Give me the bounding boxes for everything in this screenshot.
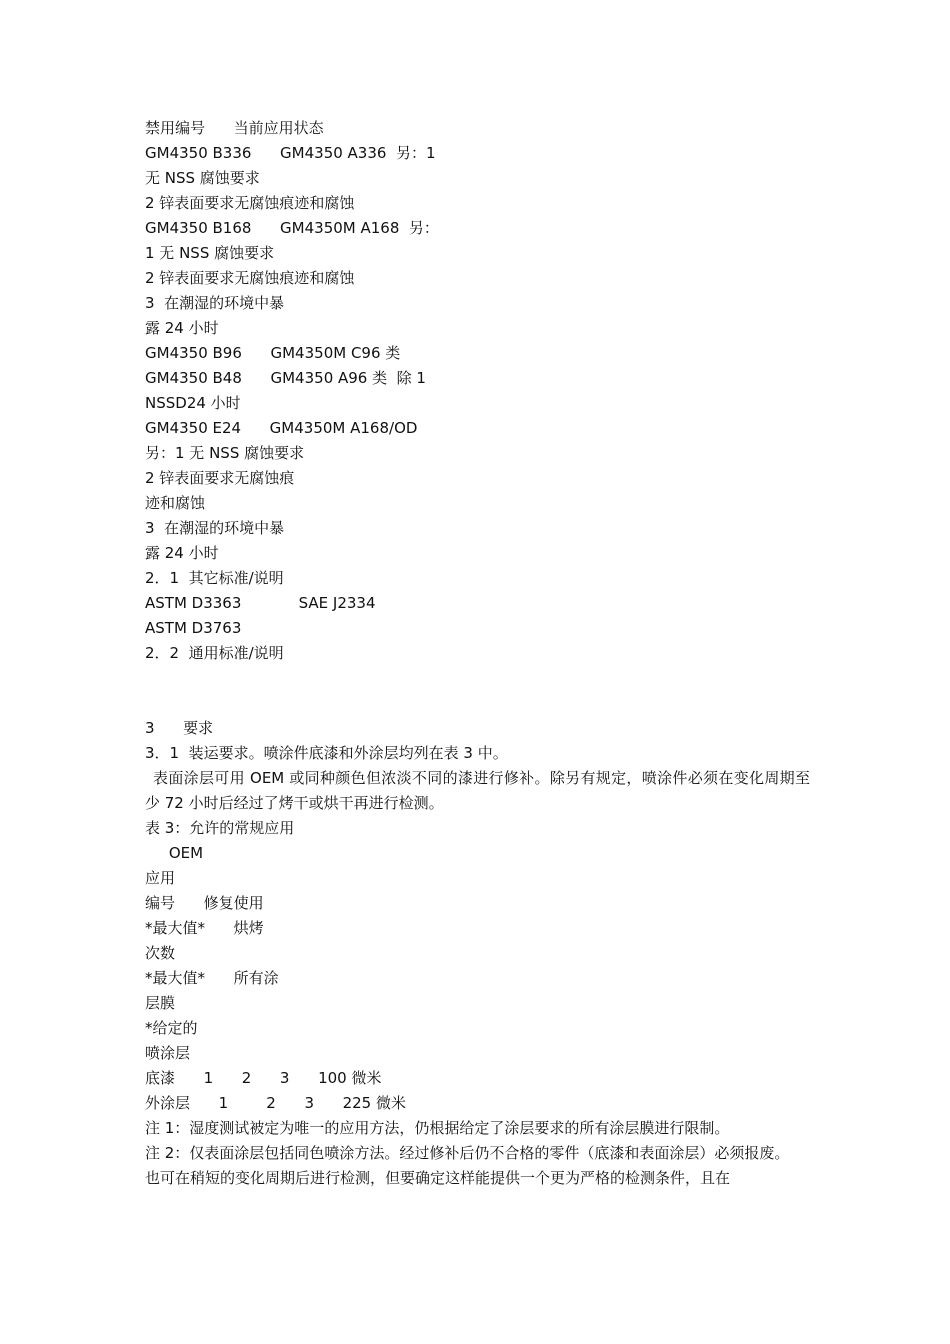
spec-line: 迹和腐蚀 xyxy=(145,494,206,512)
spec-line: 3 在潮湿的环境中暴 xyxy=(145,519,285,537)
spec-line: GM4350 B48 GM4350 A96 类 除 1 xyxy=(145,369,426,387)
table-line: 编号 修复使用 xyxy=(145,894,264,912)
spec-line: 2 锌表面要求无腐蚀痕 xyxy=(145,469,295,487)
spacer xyxy=(145,666,810,716)
spec-line: GM4350 B336 GM4350 A336 另：1 xyxy=(145,144,436,162)
table-line: 应用 xyxy=(145,869,176,887)
spec-line: 露 24 小时 xyxy=(145,319,219,337)
note-2: 注 2：仅表面涂层包括同色喷涂方法。经过修补后仍不合格的零件（底漆和表面涂层）必须报废。 xyxy=(145,1144,790,1162)
spec-line: GM4350 E24 GM4350M A168/OD xyxy=(145,419,418,437)
table-line: *最大值* 烘烤 xyxy=(145,919,264,937)
repair-paragraph: 表面涂层可用 OEM 或同种颜色但浓淡不同的漆进行修补。除另有规定，喷涂件必须在变化周期至少 72 小时后经过了烤干或烘干再进行检测。 xyxy=(145,769,810,812)
section-heading: 2．1 其它标准/说明 xyxy=(145,569,284,587)
spec-line: 1 无 NSS 腐蚀要求 xyxy=(145,244,275,262)
table-line: 次数 xyxy=(145,944,176,962)
table-3-caption: 表 3：允许的常规应用 xyxy=(145,819,295,837)
spec-line: 露 24 小时 xyxy=(145,544,219,562)
spec-line: GM4350 B168 GM4350M A168 另： xyxy=(145,219,439,237)
spec-line: 3 在潮湿的环境中暴 xyxy=(145,294,285,312)
section-3-title: 3 要求 xyxy=(145,719,214,737)
note-1: 注 1：湿度测试被定为唯一的应用方法，仍根据给定了涂层要求的所有涂层膜进行限制。 xyxy=(145,1119,730,1137)
table-line: OEM xyxy=(145,844,204,862)
section-heading: 2．2 通用标准/说明 xyxy=(145,644,284,662)
spec-line: GM4350 B96 GM4350M C96 类 xyxy=(145,344,401,362)
section-3-1-text: 3．1 装运要求。喷涂件底漆和外涂层均列在表 3 中。 xyxy=(145,744,508,762)
standard-line: ASTM D3763 xyxy=(145,619,242,637)
table-row-topcoat: 外涂层 1 2 3 225 微米 xyxy=(145,1094,406,1112)
spec-line: NSSD24 小时 xyxy=(145,394,241,412)
table-line: *最大值* 所有涂 xyxy=(145,969,279,987)
standard-line: ASTM D3363 SAE J2334 xyxy=(145,594,376,612)
table-line: *给定的 xyxy=(145,1019,198,1037)
table-line: 层膜 xyxy=(145,994,176,1012)
table-header-line: 禁用编号 当前应用状态 xyxy=(145,119,324,137)
spec-line: 无 NSS 腐蚀要求 xyxy=(145,169,260,187)
table-row-primer: 底漆 1 2 3 100 微米 xyxy=(145,1069,382,1087)
document-body xyxy=(145,116,810,1191)
table-line: 喷涂层 xyxy=(145,1044,191,1062)
spec-line: 另：1 无 NSS 腐蚀要求 xyxy=(145,444,305,462)
closing-line: 也可在稍短的变化周期后进行检测，但要确定这样能提供一个更为严格的检测条件，且在 xyxy=(145,1169,731,1187)
spec-line: 2 锌表面要求无腐蚀痕迹和腐蚀 xyxy=(145,194,355,212)
spec-line: 2 锌表面要求无腐蚀痕迹和腐蚀 xyxy=(145,269,355,287)
